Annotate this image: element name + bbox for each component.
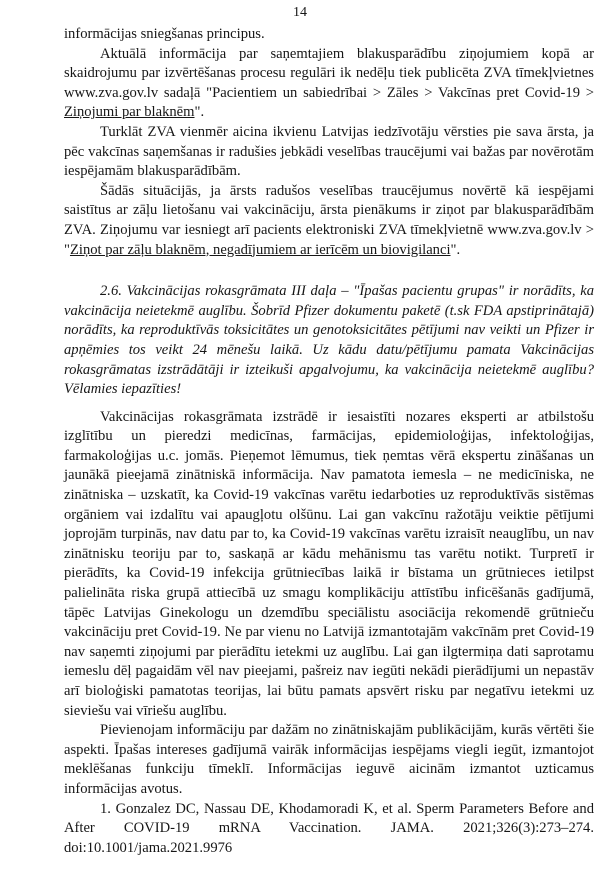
paragraph-spacer [64, 400, 594, 408]
answer-paragraph-2: Pievienojam informāciju par dažām no zinātniskajām publikācijām, kurās vērtēti šie aspekti. Īpašas intereses gadījumā vairāk informācijas iespējams viegli iegūt, izmantojot meklēšanas funkciju tīmeklī. Informācijas ieguvē aicinām izmantot uzticamus informācijas avotus. [64, 722, 594, 797]
answer-paragraph-1: Vakcinācijas rokasgrāmata izstrādē ir iesaistīti nozares eksperti ar atbilstošu izglītību un pieredzi medicīnas, farmācijas, epidemioloģijas, infektoloģijas, farmakoloģijas u.c. jomās. Pieņemot lēmumus, tiek ņemtas vērā ekspertu zināšanas un jaunākā pieejamā zinātniskā informācija. Nav pamatota iemesla – ne medicīniska, ne zinātniska – uzskatīt, ka Covid-19 vakcīnas varētu iedarboties uz reproduktīvās sistēmas orgāniem vai izdalītu vai apaugļotu olšūnu. Lai gan vakcīnu ražotāju veiktie pētījumi joprojām turpinās, nav datu par to, ka Covid-19 vakcīnas varētu izraisīt neauglību, un nav zinātnisku teoriju par to, saskaņā ar kādu mehānismu tas varētu notikt. Turpretī ir pierādīts, ka Covid-19 infekcija grūtniecības laikā ir bīstama un grūtnieces ietilpst palielināta riska grupā attiecībā uz smagu komplikāciju attīstību inficēšanās gadījumā, tāpēc Latvijas Ginekologu un dzemdību speciālistu asociācija rekomendē grūtnieču vakcināciju pret Covid-19. Ne par vienu no Latvijā izmantotajām vakcīnām pret Covid-19 nav saņemti ziņojumi par pierādītu ietekmi uz auglību. Lai gan ilgtermiņa dati saprotamu iemeslu dēļ pagaidām vēl nav pieejami, pašreiz nav iegūti nekādi pierādījumi un nepastāv arī bioloģiski pamatotas teorijas, lai būtu pamats apsvērt risku par negatīvu ietekmi uz sieviešu vai vīriešu auglību. [64, 408, 594, 719]
paragraph-continuation: informācijas sniegšanas principus. [64, 26, 265, 42]
paragraph-reporting-end: ". [450, 241, 461, 258]
document-body [64, 25, 594, 858]
section-spacer [64, 260, 594, 282]
paragraph-doctor-appeal: Turklāt ZVA vienmēr aicina ikvienu Latvijas iedzīvotāju vērsties pie sava ārsta, ja pēc vakcīnas saņemšanas ir radušies jebkādi veselības traucējumi vai bažas par novērotām iespējamām blakusparādībām. [64, 123, 594, 180]
page-number: 14 [293, 5, 307, 20]
paragraph-reporting-duty [64, 182, 594, 260]
paragraph-reports-end: ". [194, 104, 205, 121]
paragraph-reporting-text: Šādās situācijās, ja ārsts radušos veselības traucējumus novērtē kā iespējami saistītus ar zāļu lietošanu vai vakcināciju, ārsta pienākums ir ziņot par blakusparādībām ZVA. Ziņojumu var iesniegt arī pacients elektroniski ZVA tīmekļvietnē www.zva.gov.lv > " [64, 182, 594, 258]
question-2-6: 2.6. Vakcinācijas rokasgrāmata III daļa – "Īpašas pacientu grupas" ir norādīts, ka vakcinācija neietekmē auglību. Šobrīd Pfizer dokumentu paketē (t.sk FDA apstiprinātajā) norādīts, ka reproduktīvās toksicitātes un genotoksicitātes pētījumi nav veikti un Pfizer ir apņēmies tos veikt 24 mēnešu laikā. Uz kādu datu/pētījumu pamata Vakcinācijas rokasgrāmatas izstrādātāji ir izteikuši apgalvojumu, ka vakcinācija neietekmē auglību? Vēlamies iepazīties! [64, 283, 594, 398]
paragraph-reports-info [64, 45, 594, 123]
link-reports-on-side-effects[interactable]: Ziņojumi par blaknēm [64, 104, 195, 121]
reference-1: 1. Gonzalez DC, Nassau DE, Khodamoradi K, et al. Sperm Parameters Before and After COVID-19 mRNA Vaccination. JAMA. 2021;326(3):273–274. doi:10.1001/jama.2021.9976 [64, 800, 594, 856]
link-report-side-effects[interactable]: Ziņot par zāļu blaknēm, negadījumiem ar ierīcēm un biovigilanci [69, 241, 451, 258]
paragraph-reports-text: Aktuālā informācija par saņemtajiem blakusparādību ziņojumiem kopā ar skaidrojumu par izvērtēšanas procesu regulāri ik nedēļu tiek publicēta ZVA tīmekļvietnes www.zva.gov.lv sadaļā "Pacientiem un sabiedrībai > Zāles > Vakcīnas pret Covid-19 > [64, 45, 594, 101]
